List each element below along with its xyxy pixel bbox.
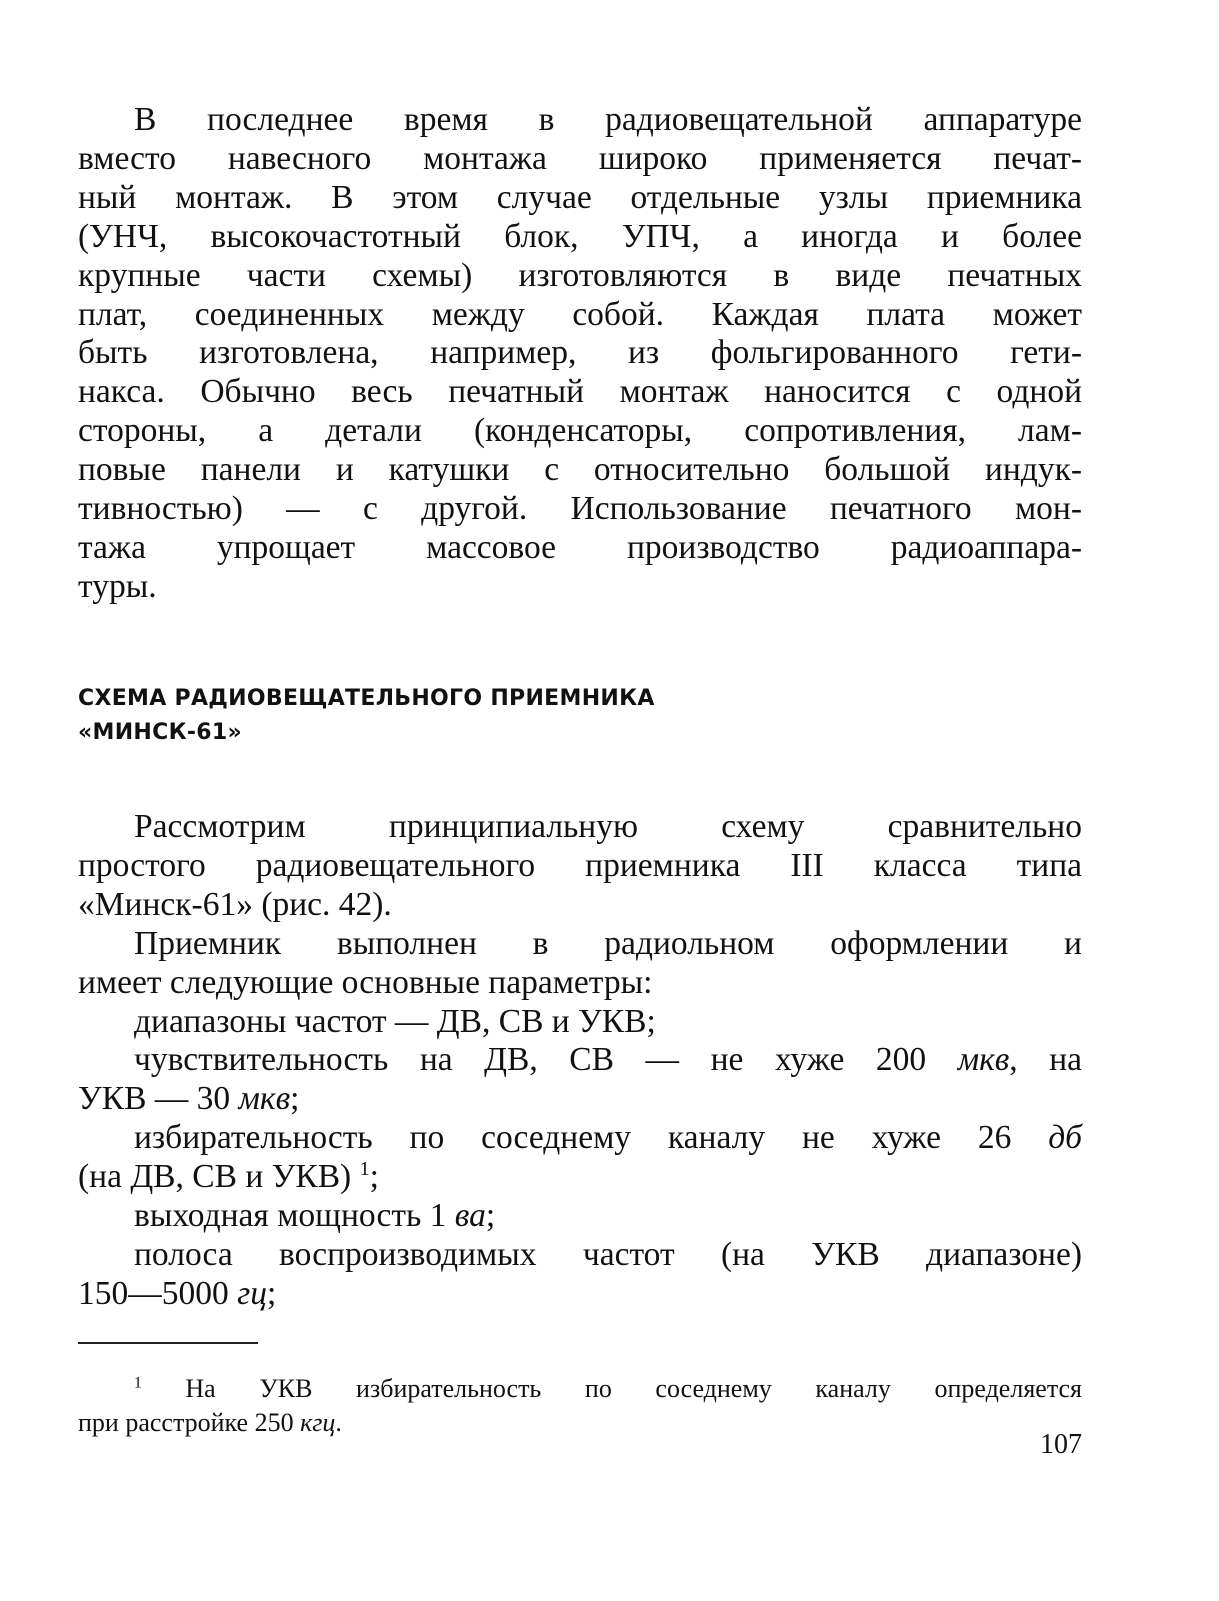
selectivity-line	[78, 1119, 1082, 1158]
text-line: диапазоны частот — ДВ, СВ и УКВ;	[134, 1002, 656, 1040]
text-fragment: избирательность по соседнему каналу не хуже 26	[134, 1119, 1049, 1157]
body-text	[78, 808, 1082, 1314]
text-line: «Минск-61» (рис. 42).	[78, 885, 392, 923]
section-heading-line2: «МИНСК-61»	[78, 720, 243, 745]
text-line: простого радиовещательного приемника III класса типа	[78, 846, 1082, 884]
text-line: (УНЧ, высокочастотный блок, УПЧ, а иногда и более	[78, 217, 1082, 255]
text-line: ный монтаж. В этом случае отдельные узлы приемника	[78, 178, 1082, 216]
section-heading-line1: СХЕМА РАДИОВЕЩАТЕЛЬНОГО ПРИЕМНИКА	[78, 686, 655, 711]
text-fragment: .	[335, 1408, 342, 1437]
bandwidth-line-2	[78, 1275, 1082, 1314]
text-line: повые панели и катушки с относительно большой индук-	[78, 451, 1082, 489]
power-line	[78, 1197, 1082, 1236]
text-line: туры.	[78, 567, 157, 605]
footnote-line-2	[78, 1406, 1082, 1440]
text-line: накса. Обычно весь печатный монтаж наносится с одной	[78, 373, 1082, 411]
footnote-mark: 1	[134, 1374, 142, 1392]
text-line: стороны, а детали (конденсаторы, сопротивления, лам-	[78, 412, 1082, 450]
unit-label: мкв	[957, 1041, 1010, 1079]
page-number: 107	[1040, 1429, 1082, 1460]
footnote	[78, 1372, 1082, 1440]
text-fragment: при расстройке 250	[78, 1408, 301, 1437]
text-line: тивностью) — с другой. Использование печатного мон-	[78, 490, 1082, 528]
intro-paragraph	[78, 101, 1082, 607]
unit-label: мкв	[238, 1080, 291, 1118]
text-line: Приемник выполнен в радиольном оформлении и	[134, 924, 1082, 962]
text-fragment: ;	[266, 1274, 277, 1312]
selectivity-line-2	[78, 1158, 1082, 1197]
text-line: плат, соединенных между собой. Каждая плата может	[78, 295, 1082, 333]
footnote-line	[78, 1372, 1082, 1406]
footnote-reference: 1	[359, 1158, 370, 1180]
unit-label: дб	[1048, 1119, 1082, 1157]
text-line: Рассмотрим принципиальную схему сравнительно	[134, 808, 1082, 845]
text-line: имеет следующие основные параметры:	[78, 963, 653, 1001]
text-line: вместо навесного монтажа широко применяется печат-	[78, 139, 1082, 177]
sensitivity-line-2	[78, 1080, 1082, 1119]
text-line: тажа упрощает массовое производство радиоаппара-	[78, 528, 1082, 566]
text-line: быть изготовлена, например, из фольгированного гети-	[78, 334, 1082, 372]
text-fragment: На УКВ избирательность по соседнему каналу определяется	[141, 1374, 1082, 1403]
text-fragment: чувствительность на ДВ, СВ — не хуже 200	[134, 1041, 958, 1079]
text-fragment: 150—5000	[78, 1274, 238, 1312]
text-line: В последнее время в радиовещательной аппаратуре	[134, 101, 1082, 138]
text-fragment: (на ДВ, СВ и УКВ)	[78, 1158, 360, 1196]
bandwidth-line: полоса воспроизводимых частот (на УКВ диапазоне)	[134, 1235, 1082, 1273]
text-fragment: ;	[369, 1158, 379, 1196]
text-fragment: ;	[290, 1080, 300, 1118]
unit-label: кгц	[300, 1408, 336, 1437]
text-fragment: ;	[485, 1197, 496, 1235]
section-heading	[78, 682, 978, 750]
text-line: крупные части схемы) изготовляются в виде печатных	[78, 256, 1082, 294]
unit-label: гц	[237, 1274, 267, 1312]
text-fragment: УКВ — 30	[78, 1080, 239, 1118]
text-fragment: выходная мощность 1	[134, 1197, 455, 1235]
footnote-divider	[78, 1342, 258, 1344]
sensitivity-line	[78, 1041, 1082, 1080]
unit-label: ва	[454, 1197, 486, 1235]
text-fragment: , на	[1009, 1041, 1083, 1079]
